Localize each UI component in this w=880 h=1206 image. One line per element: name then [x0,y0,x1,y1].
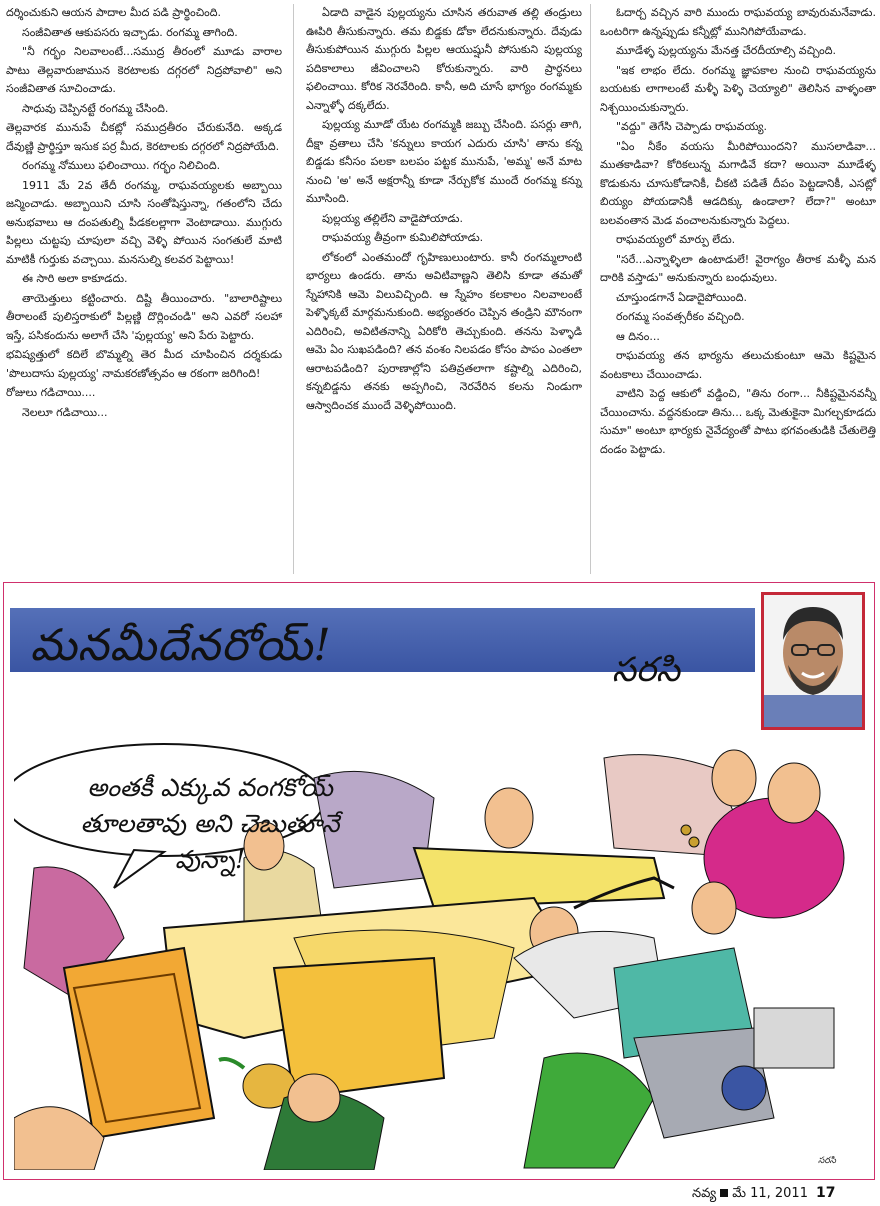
paragraph: రంగమ్మ సంవత్సరీకం వచ్చింది. [616,310,745,323]
column-divider [590,4,591,574]
paragraph: మూడేళ్ళ పుల్లయ్యను మేనత్త చేరదీయాల్సి వచ్చింది. [616,44,837,57]
paragraph: చూస్తుండగానే ఏడాదైపోయింది. [616,290,747,304]
article-column-2 [306,4,582,416]
column-divider [293,4,294,574]
paragraph: "వద్దు" తెగేసి చెప్పాడు రాఘవయ్య. [616,120,768,133]
paragraph: రోజులు గడిచాయి.... [6,386,96,399]
separator-square-icon [720,1189,728,1197]
paragraph: నెలలూ గడిచాయి... [22,405,108,419]
paragraph: పుల్లయ్య తల్లిలేని వాడైపోయాడు. [322,211,463,225]
paragraph: తెల్లవారక మునుపే చీకట్లో సముద్రతీరం చేరుకునేది. అక్కడ దేవుణ్ణి ప్రార్థిస్తూ ఇసుక పర్ర మీద, కెరటాలకు దగ్గరలో నిద్రపోయేది. [6,121,282,153]
speech-bubble-text: అంతకీ ఎక్కువ వంగకోయ్ తూలతావు అని చెబుతూనే వున్నా! [80,773,340,874]
paragraph: 1911 మే 2వ తేదీ రంగమ్మ, రాఘవయ్యలకు అబ్బాయి జన్మించాడు. అబ్బాయిని చూసి సంతోషిస్తున్నా, గతంలోని చేదు అనుభవాలు ఆ దంపతుల్ని పీడకలల్లాగా వెంటాడాయి. ముగ్గురు పిల్లలు చుట్టపు చూపులా వచ్చి వెళ్ళి పోయిన సంగతులే మాటి మాటికీ గుర్తుకు వచ్చాయి. మనసుల్ని కలవర పెట్టాయి! [6,178,282,266]
paragraph: సాధువు చెప్పినట్టే రంగమ్మ చేసింది. [22,101,169,115]
cartoon-title: మనమీదేనరోయ్! [30,620,332,671]
paragraph: భవిష్యత్తులో కదిలే బొమ్మల్ని తెర మీద చూపించిన దర్శకుడు 'పొలుదాసు పుల్లయ్య' నామకరణోత్సవం ఆ రకంగా జరిగింది! [6,348,282,380]
cartoonist-signature: సరసి [818,1156,836,1166]
paragraph: రాఘవయ్య తీవ్రంగా కుమిలిపోయాడు. [322,231,484,244]
article-column-1 [6,4,282,423]
paragraph: సంజీవితాత ఆకుపసరు ఇచ్చాడు. రంగమ్మ తాగింది. [22,25,238,39]
paragraph: "ఇక లాభం లేదు. రంగమ్మ జ్ఞాపకాల నుంచి రాఘవయ్యను బయటకు లాగాలంటే మళ్ళీ పెళ్ళి చెయ్యాలి" తెలిసిన వాళ్ళంతా నిశ్చయించుకున్నారు. [600,63,876,114]
paragraph: "సరే...ఎన్నాళ్ళిలా ఉంటాడులే! వైరాగ్యం తీరాక మళ్ళీ మన దారికి వస్తాడు" అనుకున్నారు బంధువులు. [600,252,876,284]
paragraph: "నీ గర్భం నిలవాలంటే...సముద్ర తీరంలో మూడు వారాల పాటు తెల్లవారుజామున కెరటాలకు దగ్గరలో నిద్రపోవాలి" అని సంజీవితాత సూచించాడు. [6,45,282,95]
publication-name: నవ్య [692,1186,717,1201]
page-footer [692,1185,835,1204]
cartoon-artist-name: సరసి [612,650,680,690]
paragraph: ఏడాది వాడైన పుల్లయ్యను చూసిన తరువాత తల్లి తండ్రులు ఊపిరి తీసుకున్నారు. తమ బిడ్డకు డోకా లేదనుకున్నారు. దేవుడు తీసుకుపోయిన ముగ్గురు పిల్లల ఆయుష్షునీ పోసుకుని పుల్లయ్య పదికాలాలు జీవించాలని కోరుకున్నారు. వారి ప్రార్థనలు ఫలించాయి. కోరిక నెరవేరింది. కానీ, అది చూసే భాగ్యం రంగమ్మకు ఎన్నాళ్ళో దక్కలేదు. [306,6,582,112]
paragraph: రంగమ్మ నోములు ఫలించాయి. గర్భం నిలిచింది. [22,159,221,172]
paragraph: రాఘవయ్య తన భార్యను తలుచుకుంటూ ఆమె కిష్టమైన వంటకాలు చేయించాడు. [600,349,876,381]
paragraph: దర్శించుకుని ఆయన పాదాల మీద పడి ప్రార్థించింది. [6,6,222,19]
paragraph: ఆ దినం... [616,329,660,343]
page-number: 17 [815,1185,836,1201]
paragraph: పుల్లయ్య మూడో యేట రంగమ్మకి జబ్బు చేసింది. పసర్లు తాగి, దీక్షా వ్రతాలు చేసి 'కన్నులు కాయగ ఎదురు చూసి' తాను కన్న బిడ్డడు కనీసం పలకా బలపం పట్టక మునుపే, 'అమ్మ' అనే మాట నుంచి 'అ' అనే అక్షరాన్నీ కూడా నేర్చుకోక ముందే రంగమ్మ కన్ను మూసింది. [306,118,582,205]
paragraph: ఓదార్చ వచ్చిన వారి ముందు రాఘవయ్య బావురుమనేవాడు. ఒంటరిగా ఉన్నప్పుడు కన్నీట్లో మునిగిపోయేవాడు. [600,6,876,38]
paragraph: ఈ సారి అలా కాకూడదు. [22,272,128,285]
paragraph: "ఏం నీకేం వయసు మీరిపోయిందని? ముసలాడివా... ముతకాడివా? కోరికలున్న మగాడివే కదా? అయినా మూడేళ్ళ కొడుకును చూసుకోడానికీ, చీకటి పడితే దీపం పెట్టడానికీ, ఎసట్లో బియ్యం పోయడానికీ ఆడదిక్కు ఉండాలా? లేదా?" అంటూ బలవంతాన మెడ వంచాలనుకున్నారు పెద్దలు. [600,139,876,227]
artist-photo [761,592,865,730]
paragraph: తాయెత్తులు కట్టించారు. దిష్టి తీయించారు. "బాలారిష్టాలు తీరాలంటే పులిస్తరాకులో పిల్లణ్ణి దొర్లించండి" అని ఎవరో సలహా ఇస్తే, పసికందును అలాగే చేసి 'పుల్లయ్య' అని పేరు పెట్టారు. [6,291,282,342]
issue-date: మే 11, 2011 [732,1186,808,1201]
paragraph: వాటిని పెద్ద ఆకులో వడ్డించి, "తిను రంగా... నీకిష్టమైనవన్నీ చేయించాను. వద్దనకుండా తిను... ఒక్క మెతుకైనా మిగల్చకూడదు సుమా" అంటూ భార్యకు నైవేద్యంతో పాటు భగవంతుడికి చేతులెత్తి దండం పెట్టాడు. [600,387,876,456]
paragraph: లోకంలో ఎంతమందో గృహిణులుంటారు. కానీ రంగమ్మలాంటి భార్యలు ఉండరు. తాను అవిటివాణ్ణని తెలిసి కూడా తమతో స్నేహానికి ఆమె విలువిచ్చింది. ఆ స్నేహం కలకాలం నిలవాలంటే పెళ్ళొక్కటే మార్గమనుకుంది. అభ్యంతరం చెప్పిన తండ్రిని మౌనంగా ఎదిరించి, అవిటితనాన్ని ఏరికోరి తెచ్చుకుంది. తనను పెళ్ళాడి ఆమె ఏం సుఖపడింది? తన వంశం నిలపడం కోసం పాపం ఎంతలా ఆరాటపడింది? పురాణాల్లోని పతివ్రతలాగా కష్టాల్ని ఎదిరించి, కన్నబిడ్డను తనకు అప్పగించి, నెరవేరిన కలను నిండుగా ఆస్వాదించక ముందే వెళ్ళిపోయింది. [306,250,582,412]
paragraph: రాఘవయ్యలో మార్పు లేదు. [616,233,736,246]
article-column-3 [600,4,876,460]
